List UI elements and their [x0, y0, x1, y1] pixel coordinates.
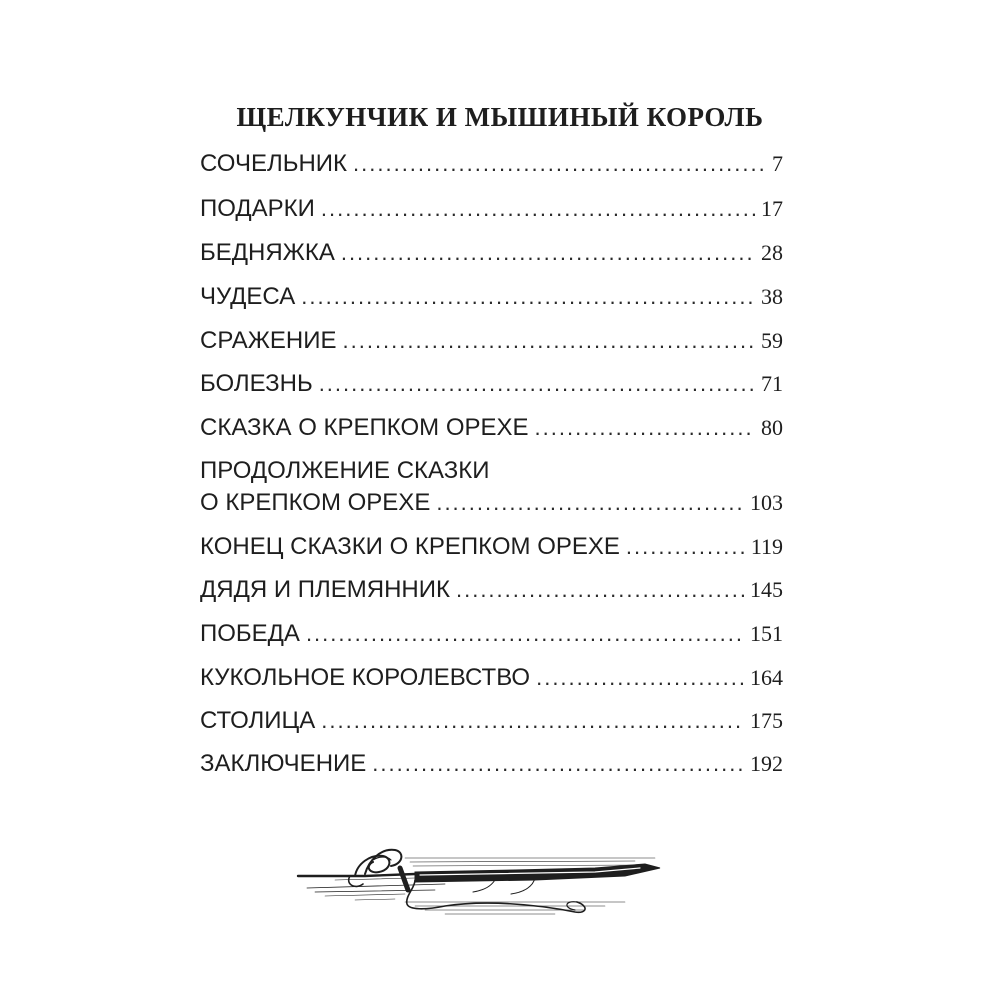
dot-leader [321, 707, 744, 735]
toc-entry-page: 145 [750, 577, 783, 602]
toc-entry-page: 192 [750, 751, 783, 776]
toc-entry-page: 28 [761, 240, 783, 265]
dot-leader [372, 750, 744, 778]
toc-entry-title: ДЯДЯ И ПЛЕМЯННИК [200, 576, 450, 603]
toc-entry-page: 151 [750, 621, 783, 646]
table-of-contents-title: ЩЕЛКУНЧИК И МЫШИНЫЙ КОРОЛЬ [236, 102, 764, 132]
toc-entry-page: 17 [761, 196, 783, 221]
dot-leader [343, 327, 756, 355]
dot-leader [535, 414, 755, 442]
toc-entry[interactable] [200, 576, 783, 604]
toc-entry[interactable] [200, 370, 783, 398]
toc-entry-title: СОЧЕЛЬНИК [200, 150, 348, 177]
toc-entry[interactable] [200, 664, 783, 692]
toc-entry[interactable] [200, 533, 783, 561]
toc-entry-page: 80 [761, 415, 783, 440]
toc-entry-title: ПОБЕДА [200, 620, 300, 647]
toc-entry[interactable] [200, 327, 783, 355]
dot-leader [626, 533, 745, 561]
sabre-ribbon-engraving-icon [295, 830, 665, 920]
dot-leader [301, 283, 755, 311]
toc-entry[interactable] [200, 489, 783, 517]
dot-leader [321, 195, 755, 223]
toc-entry-title: ПОДАРКИ [200, 195, 315, 222]
dot-leader [436, 489, 744, 517]
toc-entry-title: ЗАКЛЮЧЕНИЕ [200, 750, 367, 777]
toc-entry-page: 175 [750, 708, 783, 733]
dot-leader [456, 576, 744, 604]
toc-entry-title: СКАЗКА О КРЕПКОМ ОРЕХЕ [200, 414, 529, 441]
toc-entry-title: КУКОЛЬНОЕ КОРОЛЕВСТВО [200, 664, 531, 691]
dot-leader [319, 370, 755, 398]
dot-leader [353, 150, 766, 178]
toc-entry-title: СТОЛИЦА [200, 707, 316, 734]
dot-leader [536, 664, 744, 692]
dot-leader [341, 239, 755, 267]
toc-entry-page: 7 [772, 151, 783, 176]
toc-entry[interactable] [200, 195, 783, 223]
toc-entry[interactable] [200, 414, 783, 442]
toc-entry-page: 71 [761, 371, 783, 396]
toc-entry[interactable] [200, 239, 783, 267]
toc-entry-title: ЧУДЕСА [200, 283, 296, 310]
toc-entry[interactable] [200, 707, 783, 735]
toc-entry[interactable] [200, 620, 783, 648]
dot-leader [306, 620, 744, 648]
toc-entry-title: БОЛЕЗНЬ [200, 370, 313, 397]
toc-entry-title: О КРЕПКОМ ОРЕХЕ [200, 489, 431, 516]
toc-entry[interactable] [200, 150, 783, 178]
toc-entry[interactable] [200, 283, 783, 311]
toc-entry-page: 164 [750, 665, 783, 690]
toc-entry-page: 119 [750, 534, 783, 559]
toc-entry-title: БЕДНЯЖКА [200, 239, 335, 266]
toc-entry[interactable] [200, 750, 783, 778]
toc-entry-page: 59 [761, 328, 783, 353]
toc-entry-title: КОНЕЦ СКАЗКИ О КРЕПКОМ ОРЕХЕ [200, 533, 620, 560]
toc-entry-title-line1[interactable]: ПРОДОЛЖЕНИЕ СКАЗКИ [200, 457, 490, 484]
toc-entry-title: СРАЖЕНИЕ [200, 327, 337, 354]
toc-entry-page: 103 [750, 490, 783, 515]
toc-entry-page: 38 [761, 284, 783, 309]
